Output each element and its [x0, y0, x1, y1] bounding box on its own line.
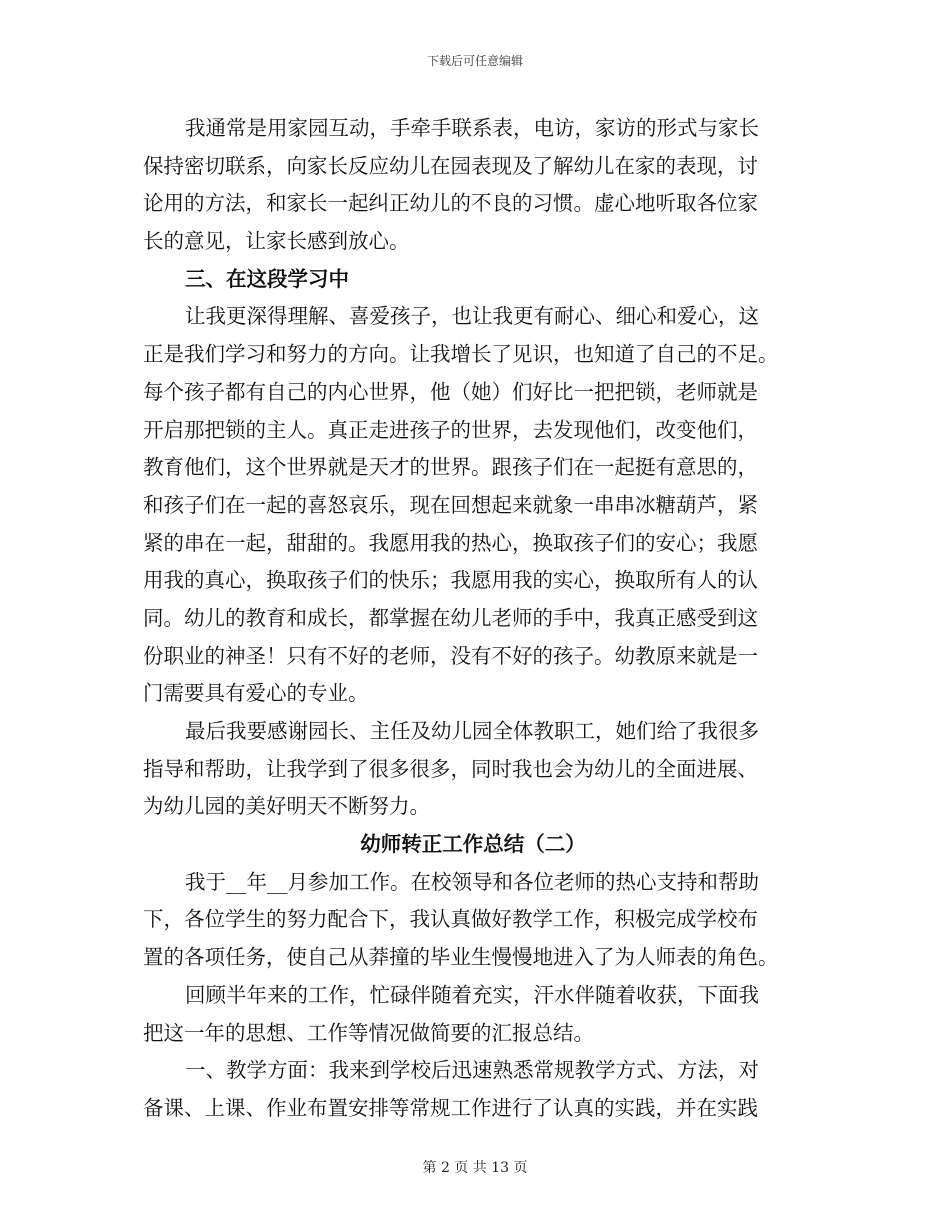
body-line: 用我的真心，换取孩子们的快乐；我愿用我的实心，换取所有人的认	[143, 568, 758, 593]
body-line: 我于__年__月参加工作。在校领导和各位老师的热心支持和帮助	[185, 869, 759, 894]
body-line: 正是我们学习和努力的方向。让我增长了见识，也知道了自己的不足。	[143, 342, 779, 367]
body-line: 置的各项任务，使自己从莽撞的毕业生慢慢地进入了为人师表的角色。	[143, 945, 779, 970]
page-number: 第 2 页 共 13 页	[422, 1160, 528, 1176]
body-line: 我通常是用家园互动，手牵手联系表，电访，家访的形式与家长	[185, 116, 759, 140]
body-line: 保持密切联系，向家长反应幼儿在园表现及了解幼儿在家的表现，讨	[143, 153, 758, 178]
body-line: 把这一年的思想、工作等情况做简要的汇报总结。	[143, 1020, 594, 1045]
body-line: 教育他们，这个世界就是天才的世界。跟孩子们在一起挺有意思的，	[143, 455, 758, 480]
body-line: 让我更深得理解、喜爱孩子，也让我更有耐心、细心和爱心，这	[185, 304, 759, 329]
body-line: 回顾半年来的工作，忙碌伴随着充实，汗水伴随着收获，下面我	[185, 982, 759, 1007]
body-line: 和孩子们在一起的喜怒哀乐，现在回想起来就象一串串冰糖葫芦，紧	[143, 492, 758, 517]
document-title: 幼师转正工作总结（二）	[360, 832, 586, 857]
body-line: 开启那把锁的主人。真正走进孩子的世界，去发现他们，改变他们，	[143, 417, 758, 442]
body-line: 门需要具有爱心的专业。	[143, 681, 369, 706]
body-line: 一、教学方面：我来到学校后迅速熟悉常规教学方式、方法，对	[185, 1058, 759, 1083]
body-line: 同。幼儿的教育和成长，都掌握在幼儿老师的手中，我真正感受到这	[143, 605, 758, 630]
body-line: 指导和帮助，让我学到了很多很多，同时我也会为幼儿的全面进展、	[143, 756, 758, 781]
body-line: 论用的方法，和家长一起纠正幼儿的不良的习惯。虚心地听取各位家	[143, 191, 758, 216]
page-header-note: 下载后可任意编辑	[426, 54, 523, 68]
body-line: 最后我要感谢园长、主任及幼儿园全体教职工，她们给了我很多	[185, 719, 759, 743]
section-heading: 三、在这段学习中	[185, 266, 349, 291]
body-line: 为幼儿园的美好明天不断努力。	[143, 794, 430, 819]
body-line: 每个孩子都有自己的内心世界，他（她）们好比一把把锁，老师就是	[143, 379, 758, 404]
body-line: 紧的串在一起，甜甜的。我愿用我的热心，换取孩子们的安心；我愿	[143, 530, 758, 555]
body-line: 下，各位学生的努力配合下，我认真做好教学工作，积极完成学校布	[143, 907, 758, 932]
body-line: 份职业的神圣！只有不好的老师，没有不好的孩子。幼教原来就是一	[143, 643, 758, 668]
document-body	[143, 110, 803, 1128]
body-line: 备课、上课、作业布置安排等常规工作进行了认真的实践，并在实践	[143, 1095, 758, 1120]
body-line: 长的意见，让家长感到放心。	[143, 229, 410, 254]
